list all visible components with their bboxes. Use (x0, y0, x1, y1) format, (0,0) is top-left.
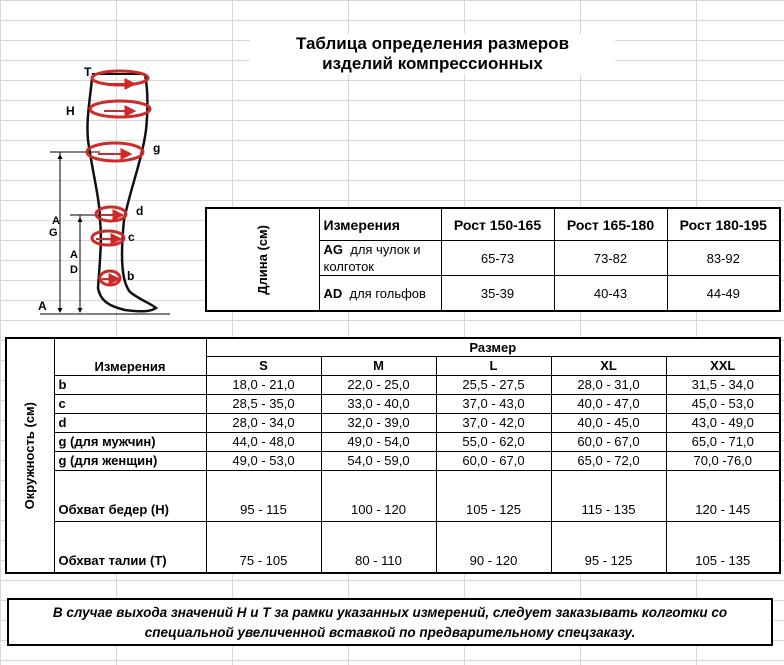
size-cell: 37,0 - 43,0 (436, 395, 551, 414)
size-cell: 49,0 - 54,0 (321, 433, 436, 452)
length-header-180-195: Рост 180-195 (667, 208, 780, 241)
label-d: d (136, 204, 144, 218)
size-cell: 22,0 - 25,0 (321, 376, 436, 395)
size-header: Размер (206, 338, 780, 357)
measure-label: g (для мужчин) (54, 433, 206, 452)
size-cell: 32,0 - 39,0 (321, 414, 436, 433)
size-cell: 70,0 -76,0 (666, 452, 780, 471)
size-cell: 45,0 - 53,0 (666, 395, 780, 414)
size-L: L (436, 357, 551, 376)
label-g: g (153, 141, 161, 155)
size-cell: 60,0 - 67,0 (436, 452, 551, 471)
label-AG-G: G (49, 227, 58, 239)
label-b: b (127, 269, 135, 283)
note-line-2: специальной увеличенной вставкой по предварительному спецзаказу. (144, 625, 636, 640)
size-cell: 105 - 135 (666, 522, 780, 574)
size-row-d (6, 414, 780, 433)
size-row-b (6, 376, 780, 395)
size-row-g-men (6, 433, 780, 452)
size-cell: 54,0 - 59,0 (321, 452, 436, 471)
label-AD-A: A (70, 249, 78, 261)
size-cell: 115 - 135 (551, 471, 666, 522)
size-cell: 65,0 - 72,0 (551, 452, 666, 471)
size-header-measure: Измерения (54, 338, 206, 376)
leg-measurement-diagram (0, 60, 205, 325)
label-AD-D: D (70, 264, 78, 276)
size-cell: 49,0 - 53,0 (206, 452, 321, 471)
size-cell: 95 - 125 (551, 522, 666, 574)
length-measure-ad: AD для гольфов (319, 276, 441, 312)
title-line-2: изделий компрессионных (322, 54, 543, 73)
size-cell: 33,0 - 40,0 (321, 395, 436, 414)
size-cell: 90 - 120 (436, 522, 551, 574)
circ-H (90, 101, 150, 117)
size-cell: 31,5 - 34,0 (666, 376, 780, 395)
label-A: A (38, 299, 47, 313)
length-cell: 35-39 (441, 276, 554, 312)
size-row-hips (6, 471, 780, 522)
length-cell: 40-43 (554, 276, 667, 312)
label-H: H (66, 104, 75, 118)
label-T: T (84, 65, 92, 79)
size-cell: 28,5 - 35,0 (206, 395, 321, 414)
size-M: M (321, 357, 436, 376)
measure-label: b (54, 376, 206, 395)
special-order-note (7, 598, 773, 646)
size-XXL: XXL (666, 357, 780, 376)
size-cell: 100 - 120 (321, 471, 436, 522)
size-cell: 65,0 - 71,0 (666, 433, 780, 452)
size-cell: 28,0 - 34,0 (206, 414, 321, 433)
label-c: c (128, 230, 135, 244)
size-cell: 80 - 110 (321, 522, 436, 574)
size-cell: 44,0 - 48,0 (206, 433, 321, 452)
length-cell: 65-73 (441, 241, 554, 276)
title-line-1: Таблица определения размеров (295, 34, 570, 53)
size-cell: 43,0 - 49,0 (666, 414, 780, 433)
size-cell: 18,0 - 21,0 (206, 376, 321, 395)
length-cell: 44-49 (667, 276, 780, 312)
length-measure-ag: AG для чулок и колготок (319, 241, 441, 276)
note-line-1: В случае выхода значений Н и Т за рамки указанных измерений, следует заказывать колготки со (52, 605, 728, 620)
size-row-label: Окружность (см) (22, 401, 38, 510)
measure-label: d (54, 414, 206, 433)
size-XL: XL (551, 357, 666, 376)
size-cell: 37,0 - 42,0 (436, 414, 551, 433)
size-cell: 105 - 125 (436, 471, 551, 522)
size-row-g-women (6, 452, 780, 471)
size-cell: 25,5 - 27,5 (436, 376, 551, 395)
leg-outline (87, 74, 156, 311)
size-cell: 40,0 - 45,0 (551, 414, 666, 433)
size-cell: 95 - 115 (206, 471, 321, 522)
size-row-c (6, 395, 780, 414)
length-row-label: Длина (см) (255, 224, 271, 295)
size-cell: 120 - 145 (666, 471, 780, 522)
size-S: S (206, 357, 321, 376)
length-cell: 73-82 (554, 241, 667, 276)
size-table (5, 337, 781, 574)
page-title (250, 34, 615, 74)
measure-label: Обхват талии (T) (54, 522, 206, 574)
length-header-165-180: Рост 165-180 (554, 208, 667, 241)
size-cell: 40,0 - 47,0 (551, 395, 666, 414)
measure-label: g (для женщин) (54, 452, 206, 471)
measure-label: c (54, 395, 206, 414)
size-row-waist (6, 522, 780, 574)
size-cell: 75 - 105 (206, 522, 321, 574)
length-cell: 83-92 (667, 241, 780, 276)
label-AG-A: A (52, 215, 60, 227)
length-header-150-165: Рост 150-165 (441, 208, 554, 241)
size-cell: 60,0 - 67,0 (551, 433, 666, 452)
length-row-label-cell (206, 208, 319, 311)
size-cell: 28,0 - 31,0 (551, 376, 666, 395)
length-header-measure: Измерения (319, 208, 441, 241)
length-table (205, 207, 781, 312)
size-row-label-cell (6, 338, 54, 573)
measure-label: Обхват бедер (H) (54, 471, 206, 522)
size-cell: 55,0 - 62,0 (436, 433, 551, 452)
